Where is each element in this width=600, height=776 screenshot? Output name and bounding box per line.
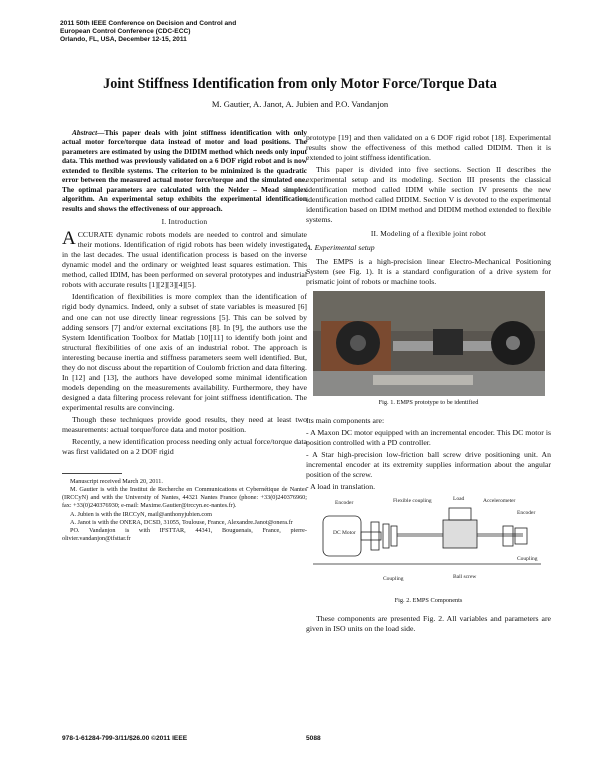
figure-1-caption: Fig. 1. EMPS prototype to be identified xyxy=(378,398,479,406)
components-intro: Its main components are: xyxy=(306,415,385,425)
label-encoder: Encoder xyxy=(334,500,353,507)
emps-photo-illustration xyxy=(313,291,545,396)
intro-p1-text: CCURATE dynamic robots models are needed to control and simulate their motions. Identification of rigid robots has been widely investigated in the last decades. The usual identification process is based on the inverse dynamic model and the ordinary or weighted least squares estimation. This method, called IDIM, has been performed on several prototypes and industrial robots with accurate results [1][2][3][4][5]. xyxy=(62,230,307,290)
footer-page-number: 5088 xyxy=(306,735,321,742)
label-accelerometer: Accelerometer xyxy=(482,498,515,505)
component-item: - A Maxon DC motor equipped with an incremental encoder. This DC motor is position controlled with a PD controller. xyxy=(306,427,551,447)
emps-components-diagram xyxy=(313,494,545,594)
figure-2-diagram xyxy=(313,494,545,594)
body-paragraph: prototype [19] and then validated on a 6 DOF rigid robot [18]. Experimental results show the effectiveness of this method called DIDIM. Then it is extended to joint stiffness identification. xyxy=(306,133,551,163)
label-coupling: Coupling xyxy=(382,576,403,583)
conference-line: Orlando, FL, USA, December 12-15, 2011 xyxy=(60,36,187,44)
label-encoder-2: Encoder xyxy=(516,510,535,517)
section-heading-introduction: I. Introduction xyxy=(161,217,208,227)
footnote: M. Gautier is with the Institut de Recherche en Communications et Cybernétique de Nantes (IRCCyN) and with the University of Nantes, 44321 Nantes France (phone: +33(0)240376960; fax: +33(0)240376930; e-mail: Maxime.Gautier@irccyn.ec-nantes.fr). xyxy=(62,486,307,510)
conference-line: 2011 50th IEEE Conference on Decision and Control and xyxy=(60,20,237,27)
footnote: Manuscript received March 20, 2011. xyxy=(70,478,163,486)
right-column xyxy=(306,133,551,636)
drop-cap: A xyxy=(62,228,76,250)
figure-2-caption: Fig. 2. EMPS Components xyxy=(394,597,463,605)
paper-title: Joint Stiffness Identification from only Motor Force/Torque Data xyxy=(103,76,497,92)
subsection-heading-setup: A. Experimental setup xyxy=(306,243,375,253)
footnote-rule xyxy=(62,473,122,474)
left-column xyxy=(62,128,307,543)
conference-line: European Control Conference (CDC-ECC) xyxy=(60,28,191,36)
section-heading-modeling: II. Modeling of a flexible joint robot xyxy=(370,229,487,239)
intro-paragraph: Though these techniques provide good results, they need at least two measurements: actual torque/force data and motor position. xyxy=(62,414,307,435)
label-coupling-2: Coupling xyxy=(516,556,537,563)
abstract xyxy=(62,128,307,213)
footnote: A. Janot is with the ONERA, DCSD, 31055, Toulouse, France, Alexandre.Janot@onera.fr xyxy=(70,518,293,526)
component-item: - A Star high-precision low-friction ball screw drive positioning unit. An incremental encoder at its extremity supplies information about the angular position of the screw. xyxy=(306,449,551,479)
figure-1-photo xyxy=(313,291,545,396)
body-paragraph: The EMPS is a high-precision linear Electro-Mechanical Positioning System (see Fig. 1). It is a standard configuration of a drive system for prismatic joint of robots or machine tools. xyxy=(306,256,551,286)
label-load: Load xyxy=(452,496,464,503)
body-paragraph: This paper is divided into five sections. Section II describes the experimental setup and its modeling. Section III presents the classical identification method called IDIM while section IV presents the new identification method called DIDIM. Section V is devoted to the experimental identification based on IDIM method and DIDIM method extended to flexible systems. xyxy=(306,165,551,225)
footnote: PO. Vandanjon is with IFSTTAR, 44341, Bouguenais, France, pierre-olivier.vandanjon@ifsttar.fr xyxy=(62,526,307,542)
intro-paragraph: Recently, a new identification process needing only actual force/torque data was first validated on a 2 DOF rigid xyxy=(62,437,307,457)
component-item: - A load in translation. xyxy=(306,481,376,491)
label-ball-screw: Ball screw xyxy=(452,574,476,581)
conference-header xyxy=(60,20,320,45)
paper-authors: M. Gautier, A. Janot, A. Jubien and P.O. Vandanjon xyxy=(211,99,389,109)
label-flexible-coupling: Flexible coupling xyxy=(392,498,432,505)
abstract-label: Abstract xyxy=(72,128,98,137)
intro-paragraph xyxy=(62,230,307,290)
intro-paragraph: Identification of flexibilities is more complex than the identification of rigid body dynamics. Indeed, only a subset of state variables is measured [6] and one can not use directly linear regressions [5]. This can be solved by adding sensors [7] and/or external excitations [8]. In [9], the authors use the System Identification Toolbox for Matlab [10][11] to identify both joint and structural flexibilities of one axis of an industrial robot. The approach is interesting because inertia and stiffness parameters seem well identified. But, they do not discuss about the repartition of Coulomb friction and data filtering. In [12] and [13], the authors have developed some minimal identification models depending on the measurements availability. Furthermore, they have designed a data filtering process relevant for joint stiffness identification. The experimental results are convincing. xyxy=(62,292,307,412)
label-dc-motor: DC Motor xyxy=(332,530,356,537)
body-paragraph: These components are presented Fig. 2. All variables and parameters are given in ISO units on the load side. xyxy=(306,614,551,634)
footnote: A. Jubien is with the IRCCyN, mail@anthonyjubien.com xyxy=(70,510,212,518)
abstract-text: —This paper deals with joint stiffness identification with only actual motor force/torque data instead of motor and load positions. The parameters are estimated by using the DIDIM method which needs only input data. This method was previously validated on a 6 DOF rigid robot and is now extended to flexible systems. The criterion to be minimized is the quadratic error between the measured actual motor force/torque and the simulated one. The optimal parameters are calculated with the Nelder – Mead simplex algorithm. An experimental setup exhibits the experimental identification results and shows the effectiveness of our approach. xyxy=(62,128,307,213)
footer-isbn: 978-1-61284-799-3/11/$26.00 ©2011 IEEE xyxy=(62,735,188,742)
